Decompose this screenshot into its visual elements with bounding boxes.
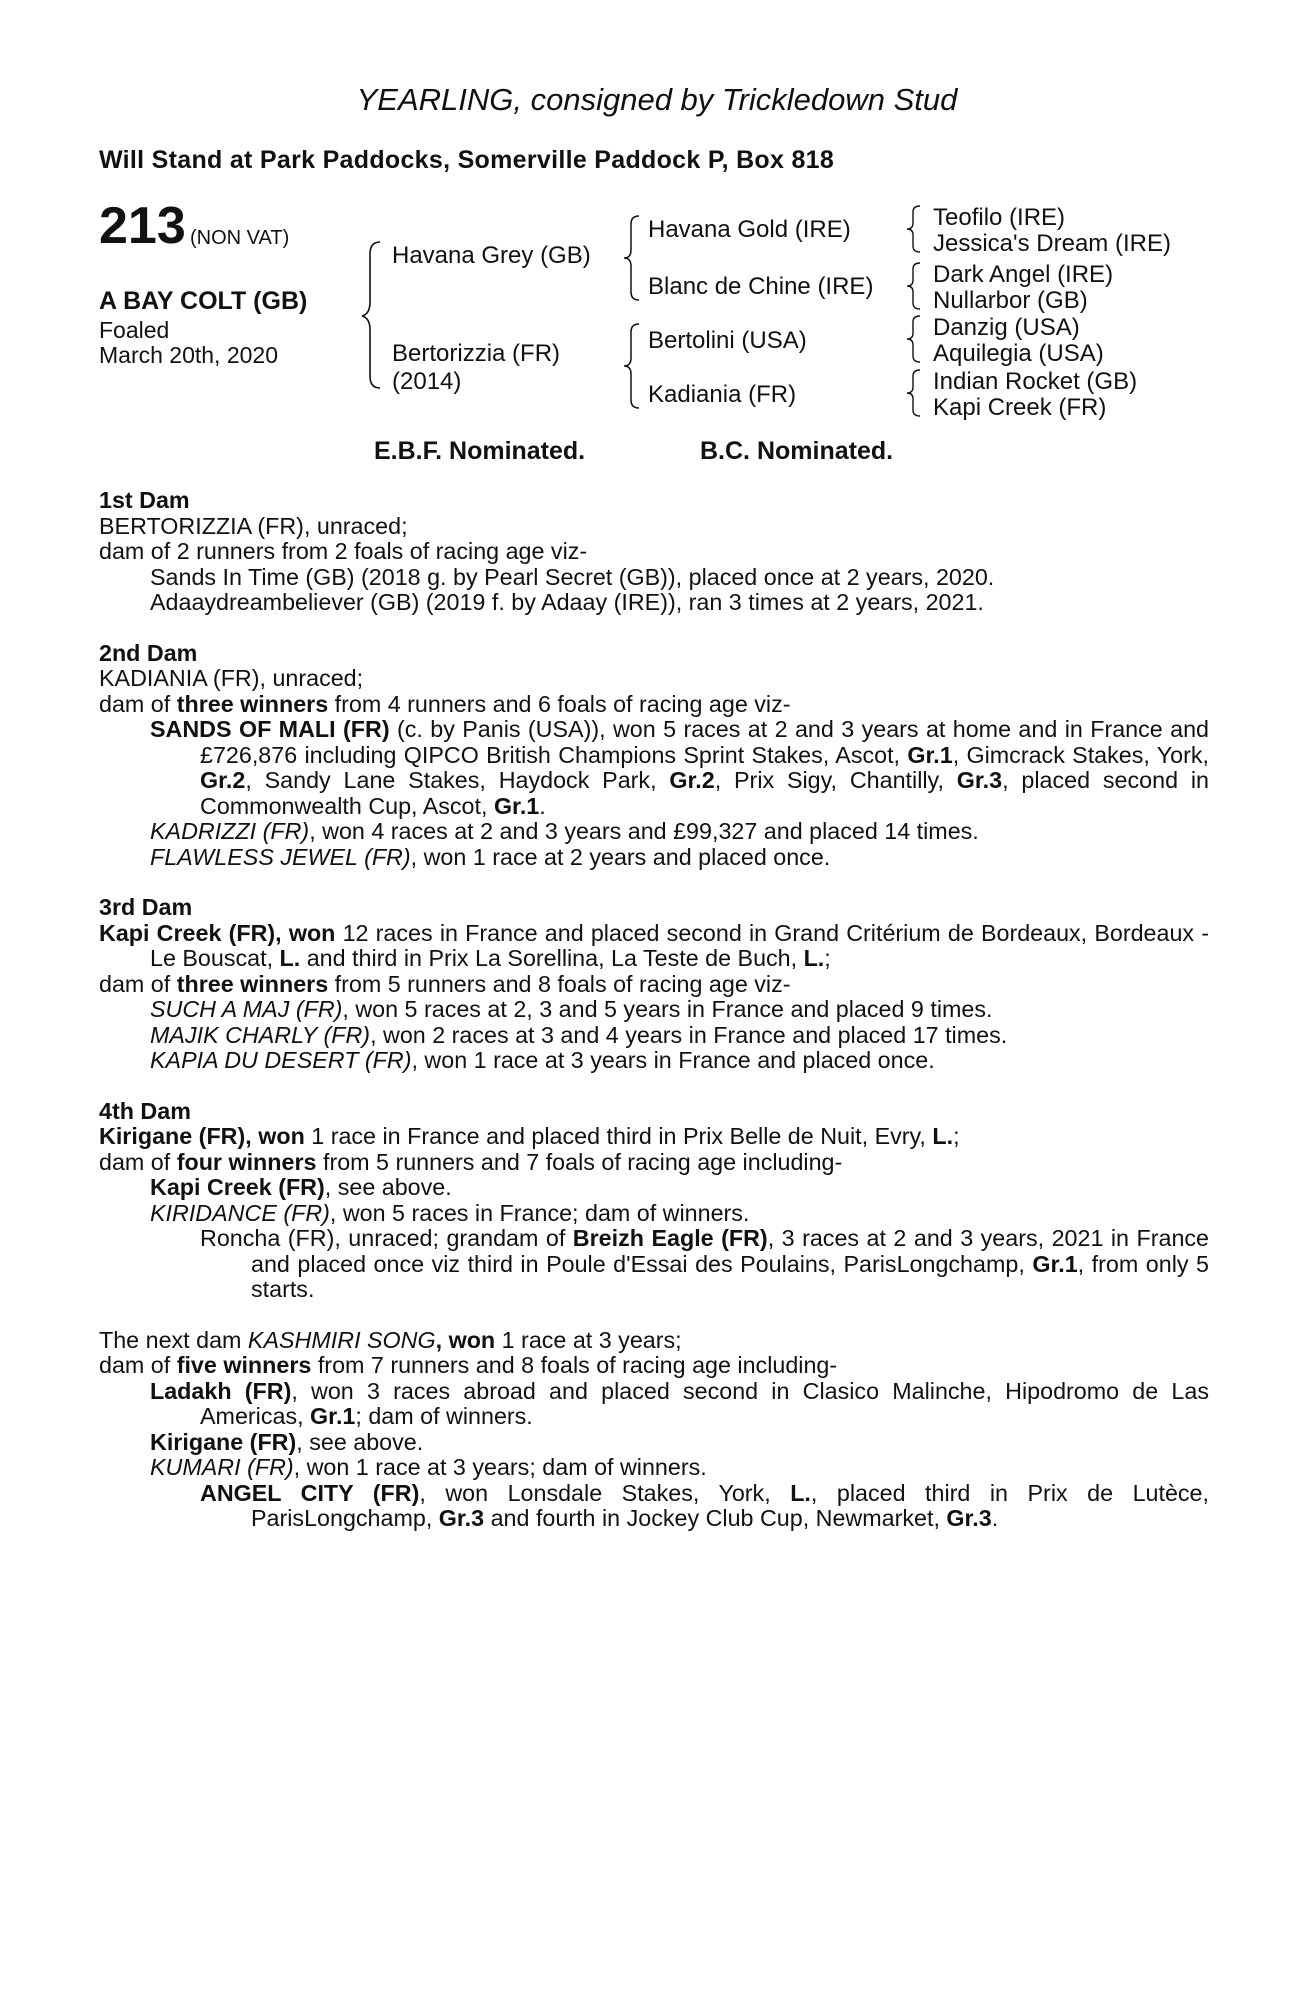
dam-summary (99, 1353, 1209, 1379)
dam-text: and third in Prix La Sorellina, La Teste de Buch, (300, 945, 804, 971)
pedigree-brace-dam (622, 322, 642, 410)
listed-label: L. (932, 1123, 954, 1149)
progeny-entry (99, 1455, 1209, 1481)
progeny-entry (99, 1201, 1209, 1227)
dam-text: ; (824, 945, 831, 971)
progeny-text: , won 2 races at 3 and 4 years in France and placed 17 times. (370, 1021, 1008, 1048)
pedigree-brace-sire (622, 214, 642, 302)
progeny-entry: Adaaydreambeliever (GB) (2019 f. by Adaay (IRE)), ran 3 times at 2 years, 2021. (150, 589, 984, 615)
dam-summary (99, 692, 1209, 718)
bc-nomination: B.C. Nominated. (700, 437, 894, 465)
pedigree-brace-g3 (905, 314, 923, 364)
progeny-text: , won 1 race at 3 years; dam of winners. (293, 1454, 707, 1480)
dam-summary (99, 1150, 1209, 1176)
pedigree-brace-g2 (905, 261, 923, 311)
progeny-entry (99, 1379, 1209, 1430)
ancestor-6: Aquilegia (USA) (933, 340, 1104, 367)
ancestor-4: Nullarbor (GB) (933, 287, 1088, 314)
foaled-label: Foaled (99, 317, 170, 343)
pedigree-brace-g4 (905, 368, 923, 418)
listed-label: L. (803, 945, 825, 971)
dam: Bertorizzia (FR) (392, 340, 561, 367)
progeny-text: and fourth in Jockey Club Cup, Newmarket, (484, 1505, 947, 1531)
progeny-text: , Sandy Lane Stakes, Haydock Park, (245, 767, 670, 793)
stable-location: Will Stand at Park Paddocks, Somerville Paddock P, Box 818 (99, 146, 835, 174)
summary-text: from 5 runners and 7 foals of racing age including- (316, 1148, 843, 1175)
dam-year: (2014) (392, 368, 462, 395)
dam-line: KADIANIA (FR), unraced; (99, 665, 364, 691)
ancestor-3: Dark Angel (IRE) (933, 261, 1114, 288)
progeny-text: Roncha (FR), unraced; grandam of (200, 1225, 573, 1251)
foaled-date: March 20th, 2020 (99, 342, 279, 368)
fourth-dam-section (99, 1099, 1209, 1303)
ancestor-1: Teofilo (IRE) (933, 204, 1066, 231)
progeny-text: , placed second in Commonwealth Cup, Ascot, (200, 767, 1209, 819)
lot-number: 213 (99, 197, 186, 255)
progeny-name: SUCH A MAJ (FR) (150, 996, 343, 1022)
dam-line (99, 921, 1209, 972)
dam-text: The next dam (99, 1326, 248, 1353)
summary-text: dam of (99, 1148, 177, 1175)
progeny-text: , won 1 race at 3 years in France and placed once. (411, 1047, 935, 1073)
dam-text: ; (953, 1123, 960, 1149)
section-heading: 3rd Dam (99, 894, 193, 920)
grade-label: Gr.1 (493, 792, 540, 819)
progeny-name: ANGEL CITY (FR) (200, 1479, 420, 1506)
progeny-entry: Sands In Time (GB) (2018 g. by Pearl Secret (GB)), placed once at 2 years, 2020. (150, 563, 995, 590)
third-dam-section (99, 895, 1209, 1074)
grade-label: Gr.3 (438, 1505, 485, 1531)
listed-label: L. (790, 1479, 811, 1506)
progeny-entry (99, 1175, 1209, 1201)
progeny-text: , won Lonsdale Stakes, York, (419, 1479, 791, 1506)
progeny-text: , see above. (296, 1428, 424, 1455)
progeny-text: , won 5 races at 2, 3 and 5 years in France and placed 9 times. (342, 996, 993, 1022)
dam-name: Kirigane (FR) (99, 1123, 246, 1149)
dam-summary: dam of 2 runners from 2 foals of racing age viz- (99, 538, 588, 564)
progeny-entry (99, 819, 1209, 845)
progeny-entry (99, 1430, 1209, 1456)
progeny-entry (99, 1226, 1209, 1303)
ebf-nomination: E.B.F. Nominated. (374, 437, 586, 465)
section-heading: 2nd Dam (99, 639, 198, 666)
progeny-name: KUMARI (FR) (150, 1454, 294, 1480)
progeny-name: Kapi Creek (FR) (150, 1174, 325, 1200)
progeny-text: . (539, 792, 546, 819)
grade-label: Gr.1 (1032, 1250, 1078, 1277)
second-dam-section (99, 641, 1209, 871)
sire-sire: Havana Gold (IRE) (648, 216, 851, 243)
progeny-text: , won 4 races at 2 and 3 years and £99,327 and placed 14 times. (309, 818, 979, 844)
dam-line: BERTORIZZIA (FR), unraced; (99, 512, 408, 539)
winners-count: three winners (176, 690, 329, 717)
dam-line (99, 1124, 1209, 1150)
grade-label: Gr.2 (669, 767, 715, 793)
next-dam-section (99, 1328, 1209, 1532)
winners-count: four winners (176, 1148, 317, 1175)
won-label: , won (435, 1326, 496, 1353)
progeny-text: ; dam of winners. (355, 1403, 533, 1429)
summary-text: dam of (99, 690, 177, 717)
progeny-name: Ladakh (FR) (150, 1377, 292, 1404)
dam-text: 12 races in France and placed second in Grand Critérium de Bordeaux, Bordeaux - Le Bouscat, (150, 919, 1209, 971)
progeny-entry (99, 997, 1209, 1023)
dam-sire: Bertolini (USA) (648, 327, 807, 354)
vat-status: (NON VAT) (190, 227, 290, 249)
progeny-text: , won 3 races abroad and placed second in Clasico Malinche, Hipodromo de Las Americas, (200, 1377, 1209, 1429)
progeny-entry (99, 845, 1209, 871)
progeny-name: KAPIA DU DESERT (FR) (150, 1047, 412, 1073)
dam-name: KASHMIRI SONG (247, 1326, 436, 1353)
pedigree-brace-main (360, 240, 384, 390)
progeny-text: , see above. (324, 1174, 452, 1200)
pedigree-brace-g1 (905, 204, 923, 254)
ancestor-8: Kapi Creek (FR) (933, 394, 1107, 421)
progeny-text: , placed third in Prix de Lutèce, ParisLongchamp, (251, 1479, 1209, 1531)
progeny-entry (99, 1048, 1209, 1074)
summary-text: dam of (99, 970, 177, 997)
dam-summary (99, 972, 1209, 998)
dam-dam: Kadiania (FR) (648, 381, 797, 408)
sire-dam: Blanc de Chine (IRE) (648, 273, 874, 300)
dam-name: Kapi Creek (FR) (99, 919, 276, 946)
progeny-text: . (991, 1505, 999, 1531)
winners-count: three winners (176, 970, 329, 997)
consignment-heading: YEARLING, consigned by Trickledown Stud (356, 82, 958, 117)
progeny-name: FLAWLESS JEWEL (FR) (150, 843, 411, 870)
progeny-name: KADRIZZI (FR) (150, 818, 310, 844)
won-label: , won (275, 919, 336, 946)
progeny-entry (99, 717, 1209, 819)
section-heading: 1st Dam (99, 487, 190, 513)
progeny-name: KIRIDANCE (FR) (150, 1199, 330, 1226)
lot-description: A BAY COLT (GB) (99, 287, 308, 315)
progeny-text: , Gimcrack Stakes, York, (952, 741, 1209, 768)
progeny-text: , from only 5 starts. (251, 1250, 1209, 1302)
section-heading: 4th Dam (99, 1097, 191, 1124)
progeny-name: SANDS OF MALI (FR) (150, 716, 390, 742)
first-dam-section (99, 488, 1209, 616)
sire: Havana Grey (GB) (392, 242, 591, 269)
dam-text: 1 race at 3 years; (495, 1326, 682, 1353)
progeny-entry (99, 1023, 1209, 1049)
grade-label: Gr.1 (907, 741, 953, 768)
grade-label: Gr.3 (946, 1505, 992, 1531)
summary-text: dam of (99, 1352, 177, 1378)
grade-label: Gr.2 (200, 767, 246, 793)
progeny-entry (99, 1481, 1209, 1532)
ancestor-2: Jessica's Dream (IRE) (933, 230, 1171, 257)
summary-text: from 4 runners and 6 foals of racing age viz- (328, 690, 791, 717)
progeny-text: , won 1 race at 2 years and placed once. (410, 843, 831, 870)
progeny-text: , Prix Sigy, Chantilly, (714, 767, 957, 793)
progeny-text: (c. by Panis (USA)), won 5 races at 2 and 3 years at home and in France and £726,876 including QIPCO British Champions Sprint Stakes, Ascot, (200, 716, 1209, 768)
winners-count: five winners (176, 1352, 312, 1378)
won-label: , won (245, 1123, 305, 1149)
produce-record (99, 488, 1209, 1557)
ancestor-5: Danzig (USA) (933, 314, 1080, 341)
progeny-name: MAJIK CHARLY (FR) (150, 1021, 371, 1048)
listed-label: L. (279, 945, 301, 971)
ancestor-7: Indian Rocket (GB) (933, 368, 1138, 395)
dam-line (99, 1328, 1209, 1354)
progeny-name: Kirigane (FR) (150, 1428, 297, 1455)
progeny-text: , won 5 races in France; dam of winners. (329, 1199, 750, 1226)
summary-text: from 7 runners and 8 foals of racing age including- (311, 1352, 838, 1378)
dam-text: 1 race in France and placed third in Prix Belle de Nuit, Evry, (304, 1123, 933, 1149)
progeny-text: , 3 races at 2 and 3 years, 2021 in France and placed once viz third in Poule d'Essai des Poulains, ParisLongchamp, (251, 1225, 1210, 1277)
progeny-name: Breizh Eagle (FR) (572, 1225, 768, 1251)
grade-label: Gr.3 (956, 767, 1003, 793)
summary-text: from 5 runners and 8 foals of racing age viz- (328, 970, 791, 997)
grade-label: Gr.1 (310, 1403, 356, 1429)
